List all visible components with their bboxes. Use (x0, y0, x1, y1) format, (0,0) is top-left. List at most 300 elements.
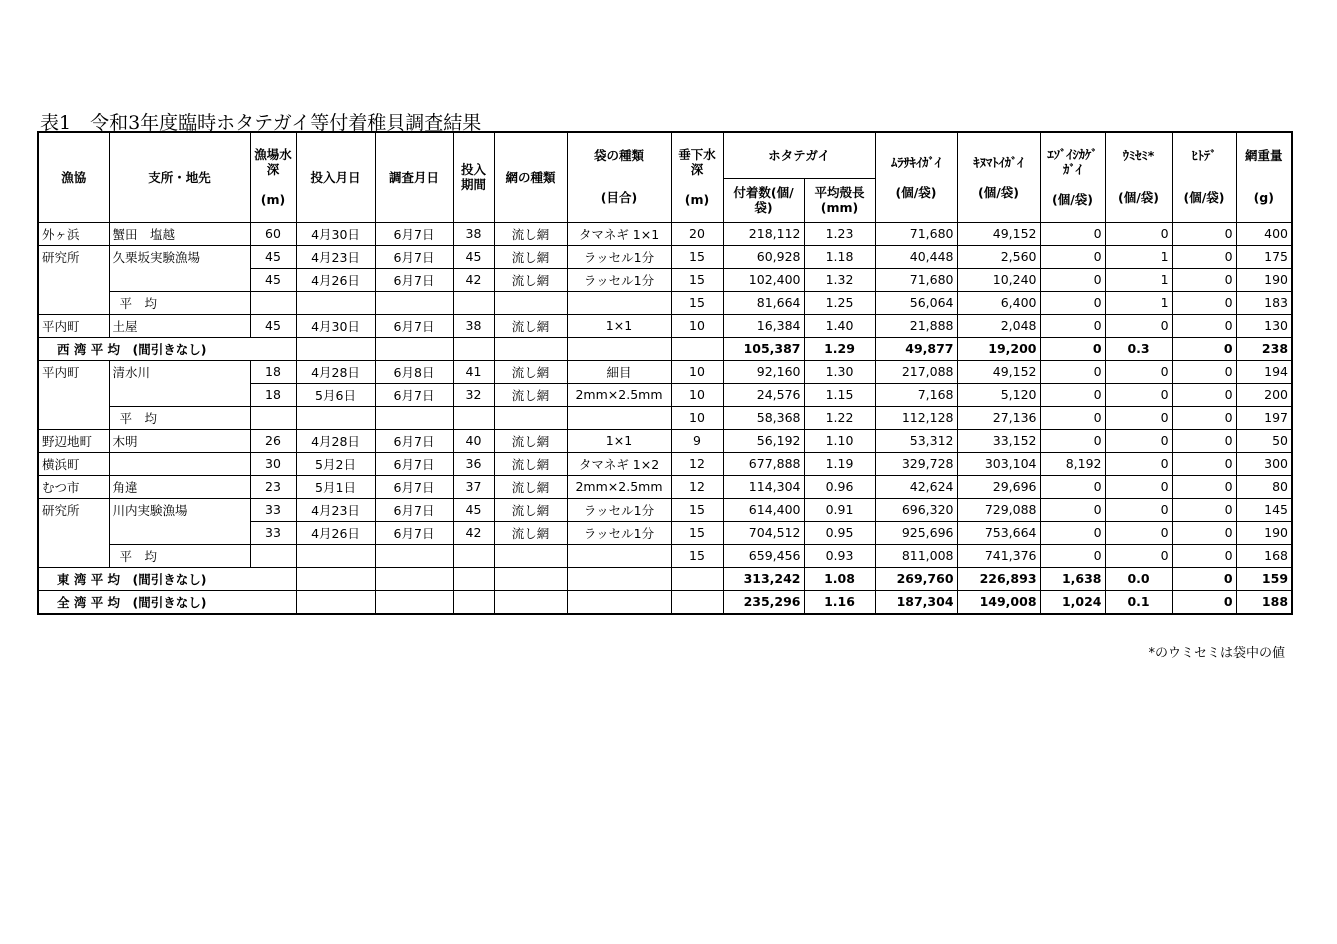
cell-l: 0.96 (804, 475, 875, 498)
cell-um: 1 (1105, 268, 1172, 291)
cell-p: 45 (453, 245, 494, 268)
cell-mu: 269,760 (875, 567, 957, 590)
cell-h: 10 (671, 383, 723, 406)
cell-mu: 21,888 (875, 314, 957, 337)
cell-ki: 49,152 (957, 360, 1040, 383)
table-row (38, 544, 1292, 567)
cell-mu: 56,064 (875, 291, 957, 314)
header-umisemi-label: ｳﾐｾﾐ* (1122, 148, 1155, 164)
empty-cell (375, 567, 453, 590)
header-amijuryo-unit: (g) (1253, 190, 1274, 206)
cell-m: 33 (250, 498, 296, 521)
cell-c: 6月7日 (375, 475, 453, 498)
header-kinu-label: ｷﾇﾏﾄｲｶﾞｲ (973, 154, 1024, 170)
cell-c: 6月7日 (375, 498, 453, 521)
empty-cell (567, 590, 671, 614)
cell-p: 38 (453, 222, 494, 245)
cell-h: 15 (671, 245, 723, 268)
empty-cell (494, 567, 567, 590)
cell-mu: 696,320 (875, 498, 957, 521)
cell-m: 45 (250, 268, 296, 291)
header-hitode-unit: (個/袋) (1183, 190, 1225, 206)
table-row (38, 475, 1292, 498)
cell-n: 114,304 (723, 475, 804, 498)
cell-t: 5月1日 (296, 475, 375, 498)
cell-shisho: 久栗坂実験漁場 (109, 245, 250, 268)
cell-gyokyo: 平内町 (38, 314, 109, 337)
cell-ez: 0 (1040, 268, 1105, 291)
cell-w: 190 (1236, 268, 1292, 291)
cell-l: 1.25 (804, 291, 875, 314)
cell-m: 18 (250, 360, 296, 383)
cell-ki: 27,136 (957, 406, 1040, 429)
cell-w: 145 (1236, 498, 1292, 521)
summary-label: 西 湾 平 均 (間引きなし) (38, 337, 296, 360)
cell-n: 92,160 (723, 360, 804, 383)
cell-l: 1.30 (804, 360, 875, 383)
cell-hi: 0 (1172, 406, 1236, 429)
cell-w: 200 (1236, 383, 1292, 406)
cell-f: 2mm×2.5mm (567, 383, 671, 406)
cell-p: 37 (453, 475, 494, 498)
cell-m: 26 (250, 429, 296, 452)
cell-gyokyo: 平内町 (38, 360, 109, 383)
cell-ki: 5,120 (957, 383, 1040, 406)
header-umisemi (1105, 132, 1172, 222)
cell-gyokyo (38, 383, 109, 406)
table-row (38, 383, 1292, 406)
cell-w: 190 (1236, 521, 1292, 544)
cell-w: 168 (1236, 544, 1292, 567)
table-row (38, 245, 1292, 268)
header-chosa: 調査月日 (375, 132, 453, 222)
cell-ez: 1,638 (1040, 567, 1105, 590)
cell-n: 58,368 (723, 406, 804, 429)
cell-l: 1.18 (804, 245, 875, 268)
cell-ez: 0 (1040, 337, 1105, 360)
cell-l: 1.19 (804, 452, 875, 475)
cell-gyokyo (38, 521, 109, 544)
cell-ez: 0 (1040, 383, 1105, 406)
cell-t: 4月30日 (296, 222, 375, 245)
header-murasaki-label: ﾑﾗｻｷｲｶﾞｲ (891, 154, 942, 170)
header-ami: 網の種類 (494, 132, 567, 222)
cell-p: 38 (453, 314, 494, 337)
cell-um: 0 (1105, 521, 1172, 544)
cell-um: 0.1 (1105, 590, 1172, 614)
cell-gyokyo: 外ヶ浜 (38, 222, 109, 245)
cell-shisho: 角違 (109, 475, 250, 498)
cell-h: 20 (671, 222, 723, 245)
cell-gyokyo: 横浜町 (38, 452, 109, 475)
cell-h: 12 (671, 475, 723, 498)
cell-mu: 7,168 (875, 383, 957, 406)
cell-w: 183 (1236, 291, 1292, 314)
cell-m: 45 (250, 245, 296, 268)
cell-mu: 112,128 (875, 406, 957, 429)
cell-p: 42 (453, 268, 494, 291)
cell-l: 1.40 (804, 314, 875, 337)
cell-h: 15 (671, 268, 723, 291)
header-fukuro-sub: (目合) (600, 190, 638, 206)
cell-shisho: 平 均 (109, 544, 250, 567)
header-gyojo-suishin-label: 漁場水深 (254, 147, 292, 178)
summary-label: 東 湾 平 均 (間引きなし) (38, 567, 296, 590)
cell-ki: 2,560 (957, 245, 1040, 268)
table-row (38, 268, 1292, 291)
cell-h: 10 (671, 360, 723, 383)
cell-gyokyo: 研究所 (38, 498, 109, 521)
cell-m: 30 (250, 452, 296, 475)
cell-ki: 753,664 (957, 521, 1040, 544)
cell-um: 0.3 (1105, 337, 1172, 360)
cell-hi: 0 (1172, 475, 1236, 498)
cell-w: 175 (1236, 245, 1292, 268)
cell-n: 235,296 (723, 590, 804, 614)
cell-shisho: 蟹田 塩越 (109, 222, 250, 245)
cell-ez: 0 (1040, 498, 1105, 521)
cell-h: 15 (671, 498, 723, 521)
cell-ez: 0 (1040, 222, 1105, 245)
cell-hi: 0 (1172, 429, 1236, 452)
empty-cell (494, 590, 567, 614)
cell-c: 6月7日 (375, 521, 453, 544)
cell-l: 0.93 (804, 544, 875, 567)
cell-shisho: 木明 (109, 429, 250, 452)
cell-f (567, 291, 671, 314)
header-kinu (957, 132, 1040, 222)
cell-mu: 71,680 (875, 222, 957, 245)
cell-hi: 0 (1172, 590, 1236, 614)
cell-hi: 0 (1172, 383, 1236, 406)
cell-m: 33 (250, 521, 296, 544)
cell-hi: 0 (1172, 544, 1236, 567)
cell-ki: 6,400 (957, 291, 1040, 314)
cell-f: 細目 (567, 360, 671, 383)
summary-row (38, 567, 1292, 590)
cell-c (375, 406, 453, 429)
cell-mu: 53,312 (875, 429, 957, 452)
cell-a: 流し網 (494, 521, 567, 544)
cell-mu: 49,877 (875, 337, 957, 360)
cell-gyokyo (38, 544, 109, 567)
cell-n: 102,400 (723, 268, 804, 291)
cell-ez: 8,192 (1040, 452, 1105, 475)
empty-cell (567, 337, 671, 360)
header-ezo-label: ｴｿﾞｲｼｶｹﾞｶﾞｲ (1047, 147, 1098, 178)
cell-n: 105,387 (723, 337, 804, 360)
cell-shisho (109, 268, 250, 291)
table-row (38, 452, 1292, 475)
header-tonyu: 投入月日 (296, 132, 375, 222)
cell-ez: 0 (1040, 314, 1105, 337)
cell-ez: 1,024 (1040, 590, 1105, 614)
cell-f (567, 406, 671, 429)
summary-row (38, 337, 1292, 360)
cell-a (494, 291, 567, 314)
cell-f: ラッセル1分 (567, 268, 671, 291)
cell-ki: 741,376 (957, 544, 1040, 567)
header-murasaki (875, 132, 957, 222)
empty-cell (453, 567, 494, 590)
cell-c (375, 291, 453, 314)
empty-cell (494, 337, 567, 360)
cell-t (296, 406, 375, 429)
cell-p (453, 544, 494, 567)
header-fuchakusu: 付着数(個/袋) (723, 178, 804, 222)
empty-cell (671, 567, 723, 590)
header-hitode-label: ﾋﾄﾃﾞ (1191, 148, 1217, 164)
cell-mu: 71,680 (875, 268, 957, 291)
cell-f: ラッセル1分 (567, 521, 671, 544)
cell-l: 1.16 (804, 590, 875, 614)
summary-label: 全 湾 平 均 (間引きなし) (38, 590, 296, 614)
cell-a: 流し網 (494, 222, 567, 245)
cell-t (296, 544, 375, 567)
cell-mu: 811,008 (875, 544, 957, 567)
cell-mu: 217,088 (875, 360, 957, 383)
cell-a: 流し網 (494, 498, 567, 521)
summary-row (38, 590, 1292, 614)
cell-p: 36 (453, 452, 494, 475)
empty-cell (453, 590, 494, 614)
cell-l: 1.15 (804, 383, 875, 406)
cell-m (250, 291, 296, 314)
cell-f: 1×1 (567, 429, 671, 452)
cell-c: 6月7日 (375, 245, 453, 268)
cell-ki: 10,240 (957, 268, 1040, 291)
cell-ez: 0 (1040, 291, 1105, 314)
cell-c: 6月7日 (375, 429, 453, 452)
cell-a: 流し網 (494, 360, 567, 383)
cell-w: 188 (1236, 590, 1292, 614)
cell-t: 4月26日 (296, 268, 375, 291)
cell-p: 42 (453, 521, 494, 544)
header-amijuryo-label: 網重量 (1245, 148, 1283, 164)
table-row (38, 429, 1292, 452)
cell-ki: 33,152 (957, 429, 1040, 452)
cell-hi: 0 (1172, 521, 1236, 544)
cell-n: 218,112 (723, 222, 804, 245)
cell-ez: 0 (1040, 360, 1105, 383)
cell-n: 24,576 (723, 383, 804, 406)
cell-um: 1 (1105, 291, 1172, 314)
cell-um: 0 (1105, 222, 1172, 245)
cell-shisho: 平 均 (109, 291, 250, 314)
cell-shisho (109, 521, 250, 544)
cell-f: タマネギ 1×2 (567, 452, 671, 475)
cell-c: 6月7日 (375, 452, 453, 475)
cell-um: 0 (1105, 406, 1172, 429)
header-heikin: 平均殻長(mm) (804, 178, 875, 222)
table-body (38, 222, 1292, 614)
cell-gyokyo (38, 268, 109, 291)
cell-ki: 49,152 (957, 222, 1040, 245)
cell-a: 流し網 (494, 475, 567, 498)
cell-n: 60,928 (723, 245, 804, 268)
cell-a (494, 406, 567, 429)
cell-hi: 0 (1172, 314, 1236, 337)
cell-f: タマネギ 1×1 (567, 222, 671, 245)
cell-n: 56,192 (723, 429, 804, 452)
cell-ki: 29,696 (957, 475, 1040, 498)
cell-m (250, 544, 296, 567)
footnote: *のウミセミは袋中の値 (1148, 646, 1285, 661)
empty-cell (453, 337, 494, 360)
cell-ez: 0 (1040, 544, 1105, 567)
cell-c (375, 544, 453, 567)
cell-t: 4月30日 (296, 314, 375, 337)
cell-ki: 226,893 (957, 567, 1040, 590)
cell-w: 197 (1236, 406, 1292, 429)
cell-mu: 329,728 (875, 452, 957, 475)
cell-h: 10 (671, 314, 723, 337)
cell-h: 15 (671, 521, 723, 544)
table-row (38, 498, 1292, 521)
cell-l: 1.08 (804, 567, 875, 590)
cell-t: 4月28日 (296, 360, 375, 383)
empty-cell (296, 567, 375, 590)
cell-mu: 42,624 (875, 475, 957, 498)
cell-a: 流し網 (494, 314, 567, 337)
table-title: 表1 令和3年度臨時ホタテガイ等付着稚貝調査結果 (40, 112, 482, 134)
cell-w: 194 (1236, 360, 1292, 383)
cell-ez: 0 (1040, 475, 1105, 498)
cell-l: 1.29 (804, 337, 875, 360)
cell-w: 159 (1236, 567, 1292, 590)
cell-c: 6月8日 (375, 360, 453, 383)
cell-n: 614,400 (723, 498, 804, 521)
cell-ki: 149,008 (957, 590, 1040, 614)
cell-l: 1.10 (804, 429, 875, 452)
cell-f: 1×1 (567, 314, 671, 337)
cell-hi: 0 (1172, 360, 1236, 383)
header-gyojo-unit: (m) (260, 192, 286, 208)
cell-a: 流し網 (494, 429, 567, 452)
cell-gyokyo: 野辺地町 (38, 429, 109, 452)
cell-t (296, 291, 375, 314)
cell-p: 45 (453, 498, 494, 521)
empty-cell (296, 590, 375, 614)
cell-hi: 0 (1172, 268, 1236, 291)
cell-um: 0.0 (1105, 567, 1172, 590)
header-ezo (1040, 132, 1105, 222)
header-fukuro-label: 袋の種類 (593, 148, 644, 164)
cell-mu: 40,448 (875, 245, 957, 268)
cell-w: 130 (1236, 314, 1292, 337)
cell-n: 704,512 (723, 521, 804, 544)
header-fukuro (567, 132, 671, 222)
cell-c: 6月7日 (375, 383, 453, 406)
cell-shisho: 土屋 (109, 314, 250, 337)
cell-l: 0.95 (804, 521, 875, 544)
cell-gyokyo: むつ市 (38, 475, 109, 498)
cell-um: 0 (1105, 314, 1172, 337)
cell-ez: 0 (1040, 521, 1105, 544)
cell-h: 10 (671, 406, 723, 429)
cell-n: 16,384 (723, 314, 804, 337)
cell-gyokyo (38, 291, 109, 314)
cell-um: 1 (1105, 245, 1172, 268)
cell-p: 32 (453, 383, 494, 406)
header-shisho: 支所・地先 (109, 132, 250, 222)
cell-a: 流し網 (494, 383, 567, 406)
cell-w: 400 (1236, 222, 1292, 245)
header-suika-label: 垂下水深 (678, 147, 716, 178)
cell-gyokyo (38, 406, 109, 429)
cell-p (453, 406, 494, 429)
cell-hi: 0 (1172, 337, 1236, 360)
cell-hi: 0 (1172, 222, 1236, 245)
empty-cell (296, 337, 375, 360)
cell-um: 0 (1105, 544, 1172, 567)
cell-ez: 0 (1040, 429, 1105, 452)
cell-um: 0 (1105, 360, 1172, 383)
table-row (38, 360, 1292, 383)
cell-ez: 0 (1040, 245, 1105, 268)
cell-shisho: 平 均 (109, 406, 250, 429)
cell-l: 1.23 (804, 222, 875, 245)
cell-hi: 0 (1172, 245, 1236, 268)
cell-ki: 729,088 (957, 498, 1040, 521)
cell-ki: 19,200 (957, 337, 1040, 360)
cell-f (567, 544, 671, 567)
header-amijuryo (1236, 132, 1292, 222)
cell-l: 0.91 (804, 498, 875, 521)
cell-n: 659,456 (723, 544, 804, 567)
header-gyokyo: 漁協 (38, 132, 109, 222)
cell-ki: 303,104 (957, 452, 1040, 475)
cell-n: 313,242 (723, 567, 804, 590)
header-hitode (1172, 132, 1236, 222)
cell-f: 2mm×2.5mm (567, 475, 671, 498)
cell-shisho: 川内実験漁場 (109, 498, 250, 521)
header-gyojo-suishin (250, 132, 296, 222)
cell-gyokyo: 研究所 (38, 245, 109, 268)
cell-n: 81,664 (723, 291, 804, 314)
cell-um: 0 (1105, 429, 1172, 452)
empty-cell (375, 590, 453, 614)
cell-l: 1.32 (804, 268, 875, 291)
empty-cell (671, 590, 723, 614)
cell-p: 41 (453, 360, 494, 383)
cell-h: 15 (671, 291, 723, 314)
cell-m (250, 406, 296, 429)
cell-t: 4月23日 (296, 245, 375, 268)
cell-p (453, 291, 494, 314)
cell-t: 4月26日 (296, 521, 375, 544)
cell-c: 6月7日 (375, 314, 453, 337)
table-row (38, 291, 1292, 314)
cell-mu: 187,304 (875, 590, 957, 614)
cell-um: 0 (1105, 498, 1172, 521)
cell-um: 0 (1105, 475, 1172, 498)
cell-shisho: 清水川 (109, 360, 250, 383)
cell-t: 5月6日 (296, 383, 375, 406)
header-suika (671, 132, 723, 222)
table-row (38, 406, 1292, 429)
cell-a: 流し網 (494, 268, 567, 291)
cell-a (494, 544, 567, 567)
cell-hi: 0 (1172, 452, 1236, 475)
cell-a: 流し網 (494, 245, 567, 268)
cell-hi: 0 (1172, 567, 1236, 590)
cell-t: 4月28日 (296, 429, 375, 452)
table-header (38, 132, 1292, 222)
cell-hi: 0 (1172, 498, 1236, 521)
empty-cell (567, 567, 671, 590)
survey-table (37, 131, 1293, 615)
